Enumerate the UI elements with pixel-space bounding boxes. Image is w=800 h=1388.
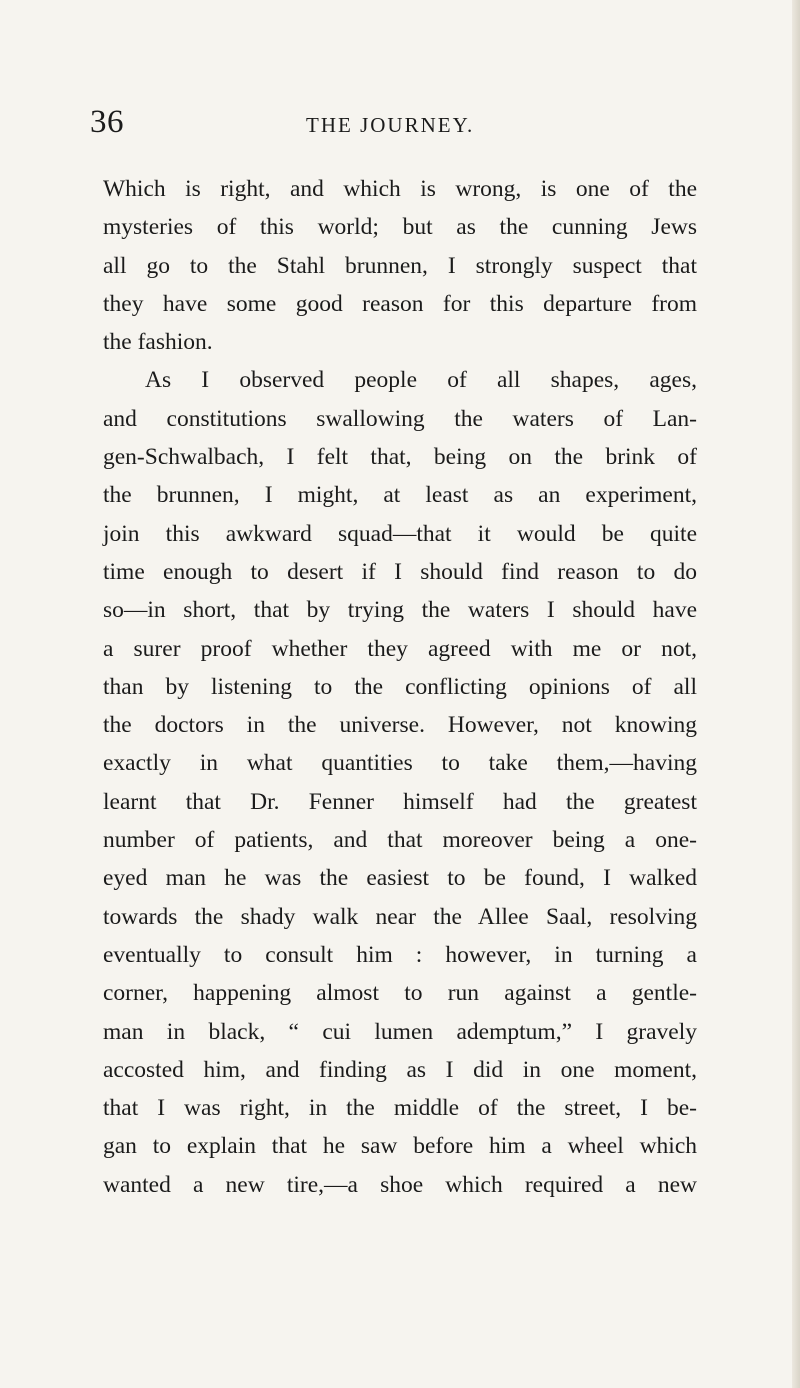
text-line: join this awkward squad—that it would be quite [103,520,697,547]
body-text [103,170,697,1204]
page-edge [792,0,800,1388]
running-head [90,100,712,144]
text-line: mysteries of this world; but as the cunning Jews [103,214,697,241]
text-line: accosted him, and finding as I did in one moment, [103,1056,697,1083]
text-line: number of patients, and that moreover being a one- [103,827,697,854]
text-line: so—in short, that by trying the waters I should have [103,597,697,624]
text-line: Which is right, and which is wrong, is one of the [103,176,697,202]
text-line: exactly in what quantities to take them,—having [103,750,697,777]
page-number: 36 [90,104,124,140]
text-line: they have some good reason for this departure from [103,290,697,317]
text-line: As I observed people of all shapes, ages, [145,367,697,394]
text-line: eyed man he was the easiest to be found, I walked [103,865,697,892]
text-line: time enough to desert if I should find reason to do [103,558,697,585]
text-line: than by listening to the conflicting opinions of all [103,673,697,700]
text-line: eventually to consult him : however, in turning a [103,941,697,968]
text-line: towards the shady walk near the Allee Saal, resolving [103,903,697,930]
text-line: and constitutions swallowing the waters of Lan- [103,405,697,432]
text-line: learnt that Dr. Fenner himself had the greatest [103,788,697,815]
text-line: gan to explain that he saw before him a wheel which [103,1133,697,1160]
text-line: all go to the Stahl brunnen, I strongly suspect that [103,252,697,279]
text-line: the doctors in the universe. However, not knowing [103,712,697,739]
text-line: wanted a new tire,—a shoe which required a new [103,1171,697,1198]
text-line: that I was right, in the middle of the street, I be- [103,1095,697,1122]
running-head-title: THE JOURNEY. [306,113,475,137]
text-line: corner, happening almost to run against a gentle- [103,980,697,1007]
text-line: man in black, “ cui lumen ademptum,” I gravely [103,1018,697,1045]
text-line: gen-Schwalbach, I felt that, being on the brink of [103,444,697,471]
text-line: the brunnen, I might, at least as an experiment, [103,482,697,509]
text-line: a surer proof whether they agreed with me or not, [103,635,697,662]
text-line: the fashion. [103,329,213,356]
